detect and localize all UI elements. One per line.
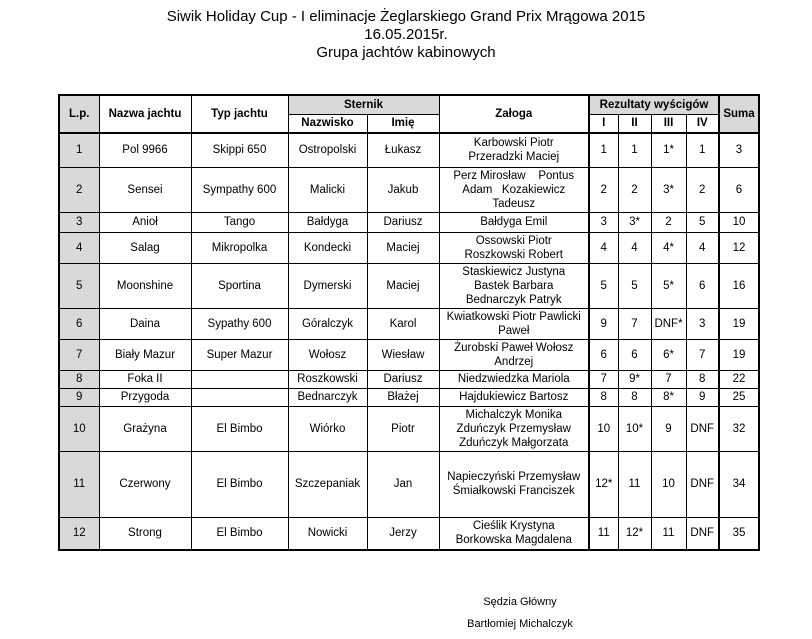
row-surname: Ostropolski — [288, 133, 367, 167]
row-race-2: 9* — [618, 370, 651, 388]
results-table — [58, 94, 760, 551]
document-title: Siwik Holiday Cup - I eliminacje Żeglarskiego Grand Prix Mrągowa 2015 — [166, 8, 646, 25]
row-race-3: 6* — [651, 339, 686, 370]
crew-member: Kwiatkowski Piotr Pawlicki — [446, 310, 581, 323]
row-surname: Wiórko — [288, 406, 367, 451]
row-total: 35 — [719, 517, 759, 550]
row-race-1: 10 — [589, 406, 618, 451]
row-lp: 11 — [59, 451, 99, 517]
row-lp: 3 — [59, 212, 99, 232]
row-first-name: Jakub — [367, 167, 439, 212]
row-lp: 2 — [59, 167, 99, 212]
row-yacht-name: Anioł — [99, 212, 191, 232]
table-row — [59, 232, 759, 263]
row-lp: 6 — [59, 308, 99, 339]
row-yacht-name: Foka II — [99, 370, 191, 388]
row-first-name: Wiesław — [367, 339, 439, 370]
row-race-4: 4 — [686, 232, 719, 263]
row-crew — [439, 263, 589, 308]
crew-member: Przeradzki Maciej — [468, 151, 560, 164]
row-race-1: 11 — [589, 517, 618, 550]
crew-member: Napieczyński Przemysław — [447, 471, 581, 483]
table-row — [59, 308, 759, 339]
row-race-1: 4 — [589, 232, 618, 263]
row-yacht-type: Mikropolka — [191, 232, 288, 263]
row-race-4: 9 — [686, 388, 719, 406]
crew-member: Niedzwiedzka Mariola — [457, 373, 570, 385]
row-yacht-name: Moonshine — [99, 263, 191, 308]
row-first-name: Błażej — [367, 388, 439, 406]
row-crew — [439, 370, 589, 388]
row-yacht-type: El Bimbo — [191, 406, 288, 451]
row-race-4: DNF — [686, 451, 719, 517]
judge-role: Sędzia Główny — [483, 596, 557, 608]
row-race-3: DNF* — [651, 308, 686, 339]
row-total: 3 — [719, 133, 759, 167]
row-race-1: 7 — [589, 370, 618, 388]
row-surname: Szczepaniak — [288, 451, 367, 517]
table-row — [59, 133, 759, 167]
row-race-1: 8 — [589, 388, 618, 406]
row-race-3: 2 — [651, 212, 686, 232]
row-crew — [439, 451, 589, 517]
row-race-4: 5 — [686, 212, 719, 232]
crew-member: Zduńczyk Małgorzata — [459, 436, 569, 449]
col-yacht-name: Nazwa jachtu — [99, 95, 191, 133]
crew-member: Ossowski Piotr — [475, 234, 552, 247]
row-total: 19 — [719, 308, 759, 339]
header-row-top — [59, 95, 759, 114]
row-yacht-name: Salag — [99, 232, 191, 263]
group-name: Grupa jachtów kabinowych — [316, 44, 496, 61]
crew-member: Bednarczyk Patryk — [465, 293, 562, 306]
col-total: Suma — [719, 95, 759, 133]
row-crew — [439, 232, 589, 263]
row-race-2: 3* — [618, 212, 651, 232]
crew-member: Hajdukiewicz Bartosz — [459, 391, 569, 403]
row-race-2: 6 — [618, 339, 651, 370]
row-race-3: 7 — [651, 370, 686, 388]
crew-member: Zduńczyk Przemysław — [456, 422, 571, 435]
row-race-1: 12* — [589, 451, 618, 517]
col-race-3: III — [651, 114, 686, 133]
crew-member: Bałdyga Emil — [480, 216, 548, 228]
col-helmsman: Sternik — [288, 95, 439, 114]
crew-member: Staskiewicz Justyna — [462, 265, 566, 278]
col-first-name: Imię — [367, 114, 439, 133]
row-race-4: 2 — [686, 167, 719, 212]
row-first-name: Jerzy — [367, 517, 439, 550]
row-race-3: 4* — [651, 232, 686, 263]
row-race-4: DNF — [686, 517, 719, 550]
row-yacht-type: Tango — [191, 212, 288, 232]
judge-name: Bartłomiej Michalczyk — [467, 618, 573, 630]
row-race-2: 8 — [618, 388, 651, 406]
row-yacht-name: Daina — [99, 308, 191, 339]
row-yacht-type: Skippi 650 — [191, 133, 288, 167]
row-total: 19 — [719, 339, 759, 370]
row-first-name: Piotr — [367, 406, 439, 451]
row-lp: 4 — [59, 232, 99, 263]
row-race-4: 7 — [686, 339, 719, 370]
row-race-3: 8* — [651, 388, 686, 406]
table-row — [59, 167, 759, 212]
row-race-2: 10* — [618, 406, 651, 451]
table-row — [59, 263, 759, 308]
row-crew — [439, 406, 589, 451]
crew-member: Perz Mirosław Pontus — [453, 169, 575, 182]
row-lp: 1 — [59, 133, 99, 167]
col-results: Rezultaty wyścigów — [589, 95, 719, 114]
row-yacht-name: Sensei — [99, 167, 191, 212]
row-surname: Bednarczyk — [288, 388, 367, 406]
row-crew — [439, 133, 589, 167]
crew-member: Paweł — [498, 324, 530, 337]
signature-block — [450, 591, 590, 635]
row-crew — [439, 517, 589, 550]
row-race-2: 12* — [618, 517, 651, 550]
row-surname: Góralczyk — [288, 308, 367, 339]
col-race-4: IV — [686, 114, 719, 133]
col-surname: Nazwisko — [288, 114, 367, 133]
row-lp: 5 — [59, 263, 99, 308]
row-first-name: Dariusz — [367, 370, 439, 388]
crew-member: Bastek Barbara — [474, 279, 554, 292]
table-row — [59, 339, 759, 370]
row-race-1: 3 — [589, 212, 618, 232]
row-surname: Nowicki — [288, 517, 367, 550]
row-lp: 7 — [59, 339, 99, 370]
row-yacht-type — [191, 388, 288, 406]
document-header — [0, 8, 812, 62]
table-row — [59, 406, 759, 451]
col-crew: Załoga — [439, 95, 589, 133]
row-yacht-name: Biały Mazur — [99, 339, 191, 370]
row-total: 12 — [719, 232, 759, 263]
row-race-4: 1 — [686, 133, 719, 167]
row-race-3: 9 — [651, 406, 686, 451]
row-yacht-name: Grażyna — [99, 406, 191, 451]
row-race-2: 4 — [618, 232, 651, 263]
row-lp: 8 — [59, 370, 99, 388]
row-surname: Dymerski — [288, 263, 367, 308]
row-first-name: Maciej — [367, 232, 439, 263]
row-crew — [439, 212, 589, 232]
row-race-2: 2 — [618, 167, 651, 212]
row-race-2: 7 — [618, 308, 651, 339]
col-race-2: II — [618, 114, 651, 133]
row-yacht-type — [191, 370, 288, 388]
document-date: 16.05.2015r. — [364, 26, 448, 43]
crew-member: Michalczyk Monika — [465, 408, 562, 421]
row-crew — [439, 339, 589, 370]
row-yacht-type: El Bimbo — [191, 517, 288, 550]
row-first-name: Maciej — [367, 263, 439, 308]
row-yacht-type: Super Mazur — [191, 339, 288, 370]
row-race-2: 11 — [618, 451, 651, 517]
row-first-name: Karol — [367, 308, 439, 339]
row-race-4: 6 — [686, 263, 719, 308]
crew-member: Roszkowski Robert — [464, 248, 563, 261]
row-race-1: 1 — [589, 133, 618, 167]
row-yacht-name: Przygoda — [99, 388, 191, 406]
row-total: 22 — [719, 370, 759, 388]
row-race-3: 1* — [651, 133, 686, 167]
row-first-name: Łukasz — [367, 133, 439, 167]
row-crew — [439, 308, 589, 339]
row-yacht-type: El Bimbo — [191, 451, 288, 517]
row-surname: Malicki — [288, 167, 367, 212]
table-row — [59, 451, 759, 517]
row-race-2: 5 — [618, 263, 651, 308]
row-crew — [439, 388, 589, 406]
row-total: 10 — [719, 212, 759, 232]
row-race-3: 3* — [651, 167, 686, 212]
crew-member: Cieślik Krystyna — [472, 520, 555, 533]
row-total: 34 — [719, 451, 759, 517]
row-crew — [439, 167, 589, 212]
row-race-1: 5 — [589, 263, 618, 308]
row-total: 25 — [719, 388, 759, 406]
row-surname: Bałdyga — [288, 212, 367, 232]
row-yacht-name: Czerwony — [99, 451, 191, 517]
crew-member: Andrzej — [494, 355, 534, 368]
col-race-1: I — [589, 114, 618, 133]
row-race-3: 10 — [651, 451, 686, 517]
row-race-1: 6 — [589, 339, 618, 370]
row-first-name: Jan — [367, 451, 439, 517]
table-row — [59, 370, 759, 388]
row-race-4: 3 — [686, 308, 719, 339]
row-total: 16 — [719, 263, 759, 308]
row-race-3: 5* — [651, 263, 686, 308]
row-race-4: 8 — [686, 370, 719, 388]
table-row — [59, 517, 759, 550]
row-total: 6 — [719, 167, 759, 212]
row-lp: 12 — [59, 517, 99, 550]
row-lp: 10 — [59, 406, 99, 451]
crew-member: Adam Kozakiewicz — [462, 183, 566, 196]
row-race-1: 2 — [589, 167, 618, 212]
crew-member: Śmiałkowski Franciszek — [452, 485, 575, 497]
row-first-name: Dariusz — [367, 212, 439, 232]
row-race-2: 1 — [618, 133, 651, 167]
results-body — [59, 133, 759, 550]
col-lp: L.p. — [59, 95, 99, 133]
col-yacht-type: Typ jachtu — [191, 95, 288, 133]
crew-member: Karbowski Piotr — [473, 137, 554, 150]
row-surname: Wołosz — [288, 339, 367, 370]
row-surname: Kondecki — [288, 232, 367, 263]
row-race-3: 11 — [651, 517, 686, 550]
table-row — [59, 388, 759, 406]
row-yacht-type: Sympathy 600 — [191, 167, 288, 212]
crew-member: Borkowska Magdalena — [455, 534, 572, 547]
crew-member: Żurobski Paweł Wołosz — [454, 341, 574, 354]
row-yacht-type: Sportina — [191, 263, 288, 308]
row-race-1: 9 — [589, 308, 618, 339]
row-lp: 9 — [59, 388, 99, 406]
table-row — [59, 212, 759, 232]
row-total: 32 — [719, 406, 759, 451]
row-race-4: DNF — [686, 406, 719, 451]
crew-member: Tadeusz — [492, 197, 536, 210]
row-yacht-name: Pol 9966 — [99, 133, 191, 167]
row-surname: Roszkowski — [288, 370, 367, 388]
row-yacht-name: Strong — [99, 517, 191, 550]
row-yacht-type: Sypathy 600 — [191, 308, 288, 339]
